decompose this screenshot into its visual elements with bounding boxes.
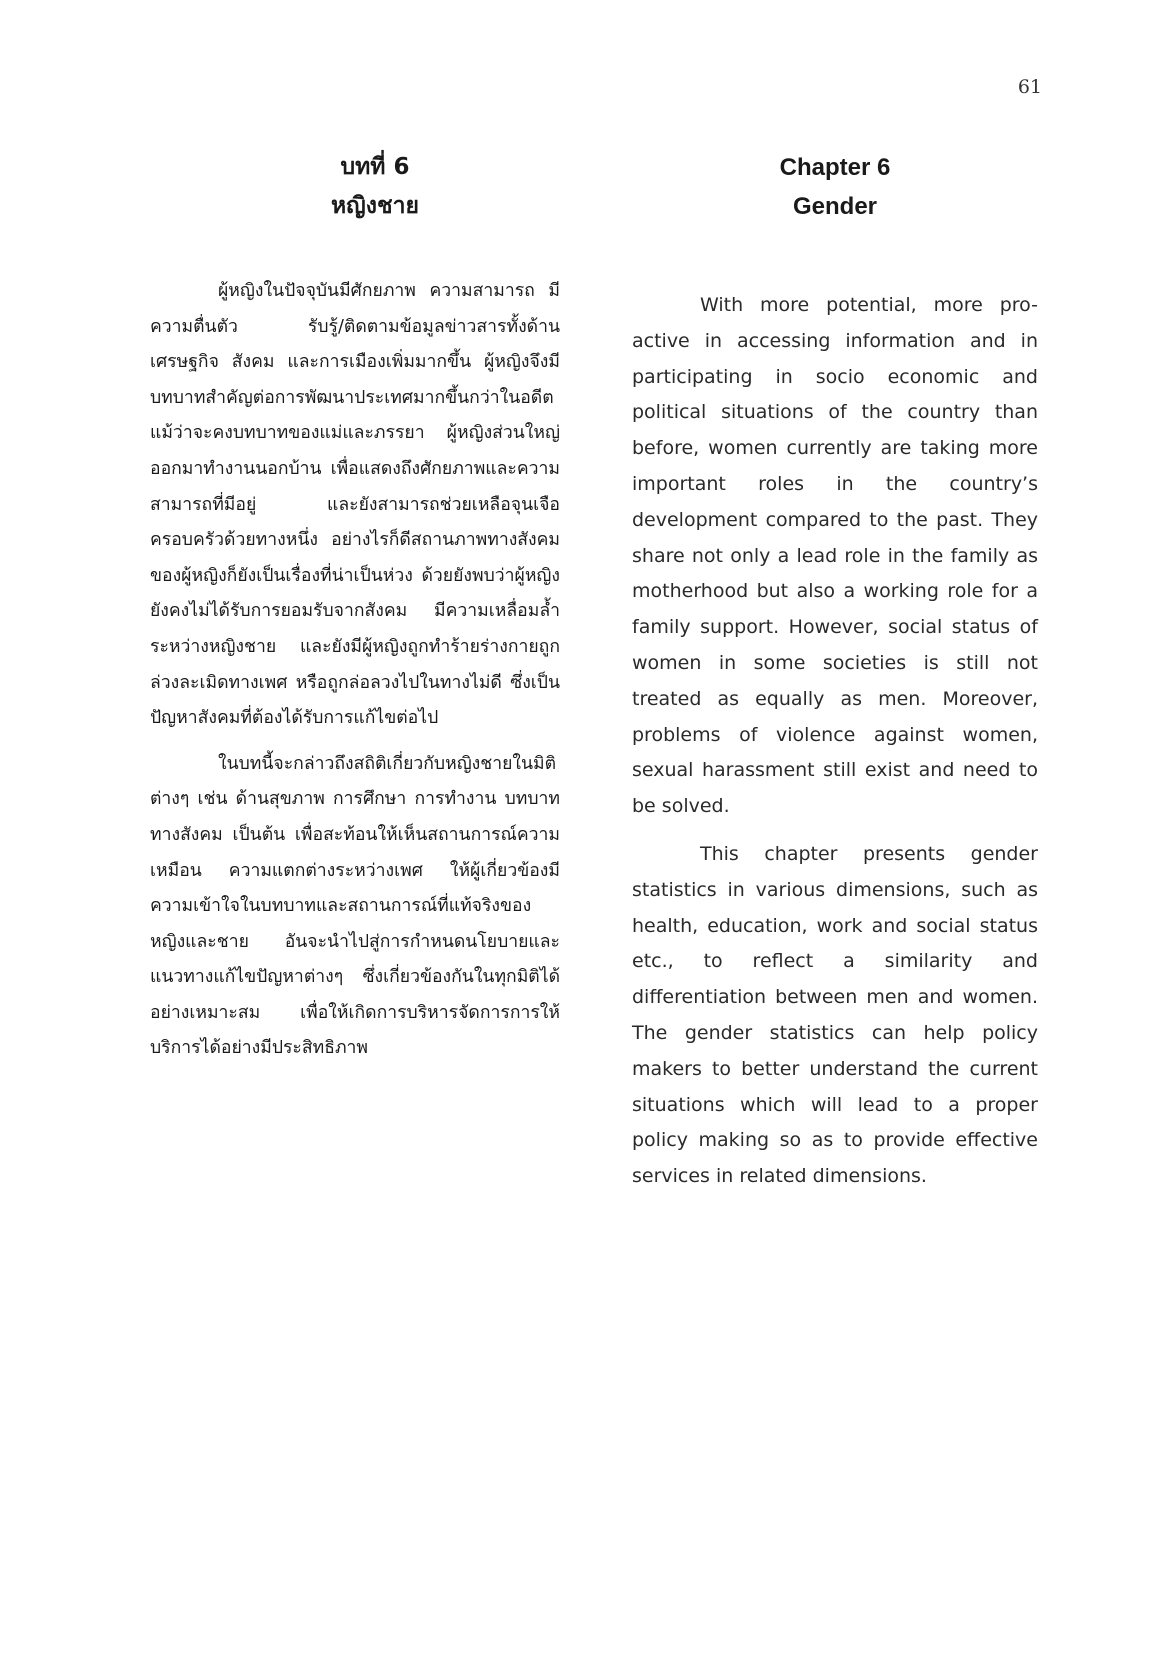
english-paragraph-2: This chapter presents gender statistics in various dimensions, such as health, education, work and social status etc., to reflect a similarity and differentiation between men and women. The gender statistics can help policy makers to better understand the current situations which will lead to a proper policy making so as to provide effective services in related dimensions.	[632, 842, 1038, 1188]
thai-paragraph-2: ในบทนี้จะกล่าวถึงสถิติเกี่ยวกับหญิงชายในมิติต่างๆ เช่น ด้านสุขภาพ การศึกษา การทำงาน บทบาททางสังคม เป็นต้น เพื่อสะท้อนให้เห็นสถานการณ์ความเหมือน ความแตกต่างระหว่างเพศ ให้ผู้เกี่ยวข้องมีความเข้าใจในบทบาทและสถานการณ์ที่แท้จริงของหญิงและชาย อันจะนำไปสู่การกำหนดนโยบายและแนวทางแก้ไขปัญหาต่างๆ ซึ่งเกี่ยวข้องกันในทุกมิติได้อย่างเหมาะสม เพื่อให้เกิดการบริหารจัดการการให้บริการได้อย่างมีประสิทธิภาพ	[150, 753, 560, 1059]
thai-body	[150, 274, 560, 1067]
english-chapter-title: Gender	[792, 193, 878, 220]
thai-paragraph-1: ผู้หญิงในปัจจุบันมีศักยภาพ ความสามารถ มีความตื่นตัว รับรู้/ติดตามข้อมูลข่าวสารทั้งด้านเศรษฐกิจ สังคม และการเมืองเพิ่มมากขึ้น ผู้หญิงจึงมีบทบาทสำคัญต่อการพัฒนาประเทศมากขึ้นกว่าในอดีต แม้ว่าจะคงบทบาทของแม่และภรรยา ผู้หญิงส่วนใหญ่ออกมาทำงานนอกบ้าน เพื่อแสดงถึงศักยภาพและความสามารถที่มีอยู่ และยังสามารถช่วยเหลือจุนเจือครอบครัวด้วยทางหนึ่ง อย่างไรก็ดีสถานภาพทางสังคมของผู้หญิงก็ยังเป็นเรื่องที่น่าเป็นห่วง ด้วยยังพบว่าผู้หญิงยังคงไม่ได้รับการยอมรับจากสังคม มีความเหลื่อมล้ำระหว่างหญิงชาย และยังมีผู้หญิงถูกทำร้ายร่างกายถูกล่วงละเมิดทางเพศ หรือถูกล่อลวงไปในทางไม่ดี ซึ่งเป็นปัญหาสังคมที่ต้องได้รับการแก้ไขต่อไป	[150, 281, 560, 729]
thai-chapter-title: หญิงชาย	[331, 193, 419, 219]
english-chapter-label: Chapter 6	[779, 154, 891, 181]
thai-column	[150, 148, 560, 1067]
english-column	[632, 148, 1038, 1195]
english-body	[632, 288, 1038, 1195]
page-number: 61	[1017, 76, 1042, 98]
english-paragraph-1: With more potential, more pro-active in accessing information and in participating in socio economic and political situations of the country than before, women currently are taking more important roles in the country’s development compared to the past. They share not only a lead role in the family as motherhood but also a working role for a family support. However, social status of women in some societies is still not treated as equally as men. Moreover, problems of violence against women, sexual harassment still exist and need to be solved.	[632, 294, 1038, 818]
thai-chapter-label: บทที่ 6	[340, 154, 410, 180]
